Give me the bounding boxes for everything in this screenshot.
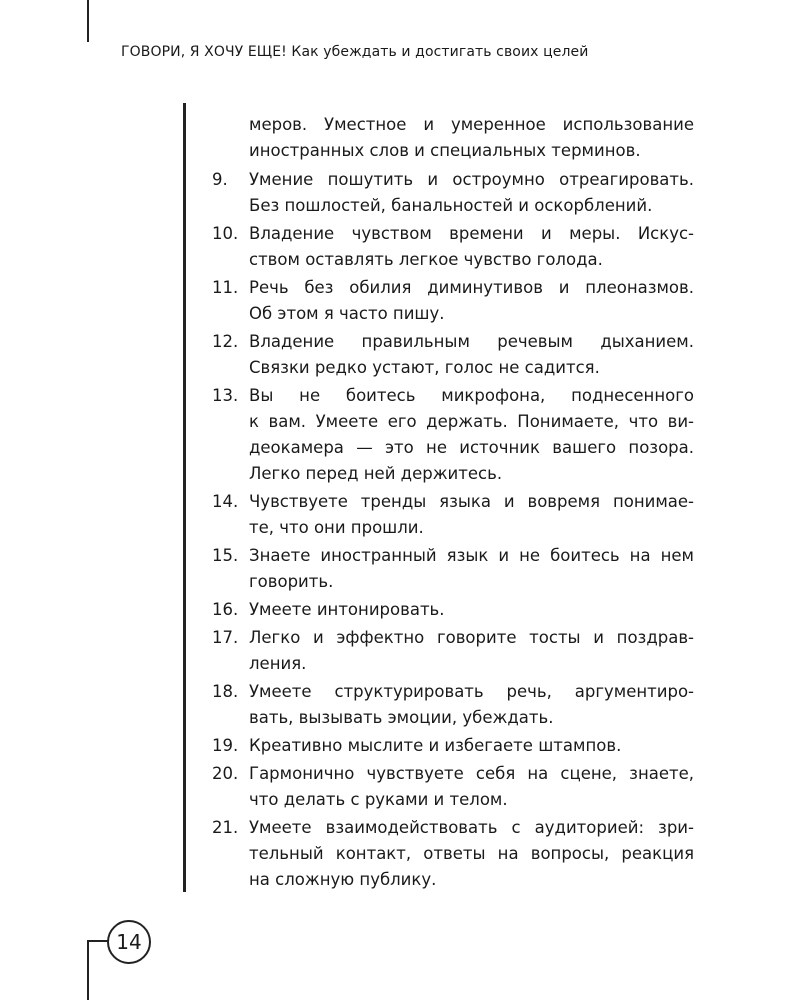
list-item-line: иностранных слов и специальных терминов. xyxy=(249,141,641,160)
list-item-number: 15. xyxy=(212,546,239,565)
list-item-line: Без пошлостей, банальностей и оскорблений. xyxy=(249,196,653,215)
list-item-line: Креативно мыслите и избегаете штампов. xyxy=(249,736,622,755)
list-item-line: Легко и эффектно говорите тосты и поздрав- xyxy=(249,628,694,647)
text-side-bar xyxy=(183,103,186,892)
top-margin-rule xyxy=(87,0,89,42)
list-item-line: на сложную публику. xyxy=(249,870,437,889)
list-item xyxy=(212,761,694,813)
list-item-line: Умеете интонировать. xyxy=(249,600,445,619)
list-item xyxy=(212,625,694,677)
list-item-line: к вам. Умеете его держать. Понимаете, что ви- xyxy=(249,412,694,431)
list-item-line: Речь без обилия диминутивов и плеоназмов. xyxy=(249,278,694,297)
bottom-margin-rule xyxy=(87,942,89,1000)
list-item-line: Об этом я часто пишу. xyxy=(249,304,445,323)
list-item xyxy=(212,733,694,759)
list-item xyxy=(212,383,694,487)
list-item-line: ления. xyxy=(249,654,307,673)
list-item-line: вать, вызывать эмоции, убеждать. xyxy=(249,708,554,727)
list-item xyxy=(212,815,694,893)
list-item xyxy=(212,221,694,273)
list-item-line: Умение пошутить и остроумно отреагировать. xyxy=(249,170,694,189)
list-item-line: Умеете структурировать речь, аргументиро- xyxy=(249,682,694,701)
list-item-line: ством оставлять легкое чувство голода. xyxy=(249,250,603,269)
list-item xyxy=(212,489,694,541)
list-item-line: Чувствуете тренды языка и вовремя понимае- xyxy=(249,492,694,511)
list-item xyxy=(212,275,694,327)
list-item-line: тельный контакт, ответы на вопросы, реакция xyxy=(249,844,694,863)
list-item-number: 13. xyxy=(212,386,239,405)
list-item-line: те, что они прошли. xyxy=(249,518,424,537)
list-item-number: 17. xyxy=(212,628,239,647)
list-item-line: что делать с руками и телом. xyxy=(249,790,508,809)
list-item-number: 18. xyxy=(212,682,239,701)
list-item-number: 10. xyxy=(212,224,239,243)
list-item-number: 11. xyxy=(212,278,239,297)
running-head: ГОВОРИ, Я ХОЧУ ЕЩЕ! Как убеждать и достигать своих целей xyxy=(121,44,589,60)
list-item xyxy=(212,329,694,381)
list-item-number: 16. xyxy=(212,600,239,619)
list-item-line: Владение чувством времени и меры. Искус- xyxy=(249,224,694,243)
list-item-number: 20. xyxy=(212,764,239,783)
list-item-number: 21. xyxy=(212,818,239,837)
list-item xyxy=(212,167,694,219)
list-item-number: 19. xyxy=(212,736,239,755)
list-item-line: Легко перед ней держитесь. xyxy=(249,464,503,483)
list-item-number: 9. xyxy=(212,170,228,189)
list-item-number: 14. xyxy=(212,492,239,511)
list-item-number: 12. xyxy=(212,332,239,351)
list-item xyxy=(212,679,694,731)
list-item-line: Умеете взаимодействовать с аудиторией: зри- xyxy=(249,818,694,837)
list-item xyxy=(212,543,694,595)
list-item-line: Связки редко устают, голос не садится. xyxy=(249,358,600,377)
list-item-line: Знаете иностранный язык и не боитесь на нем xyxy=(249,546,694,565)
page-number-connector xyxy=(87,940,109,942)
list-item-line: Гармонично чувствуете себя на сцене, знаете, xyxy=(249,764,694,783)
list-item-line: говорить. xyxy=(249,572,334,591)
list-item-line: меров. Уместное и умеренное использование xyxy=(249,115,694,134)
list-item-line: Владение правильным речевым дыханием. xyxy=(249,332,694,351)
page-number: 14 xyxy=(107,920,151,964)
list-item-line: деокамера — это не источник вашего позора. xyxy=(249,438,694,457)
list-item-continuation xyxy=(212,112,694,164)
page-body xyxy=(212,112,694,895)
list-item-line: Вы не боитесь микрофона, поднесенного xyxy=(249,386,694,405)
list-item xyxy=(212,597,694,623)
